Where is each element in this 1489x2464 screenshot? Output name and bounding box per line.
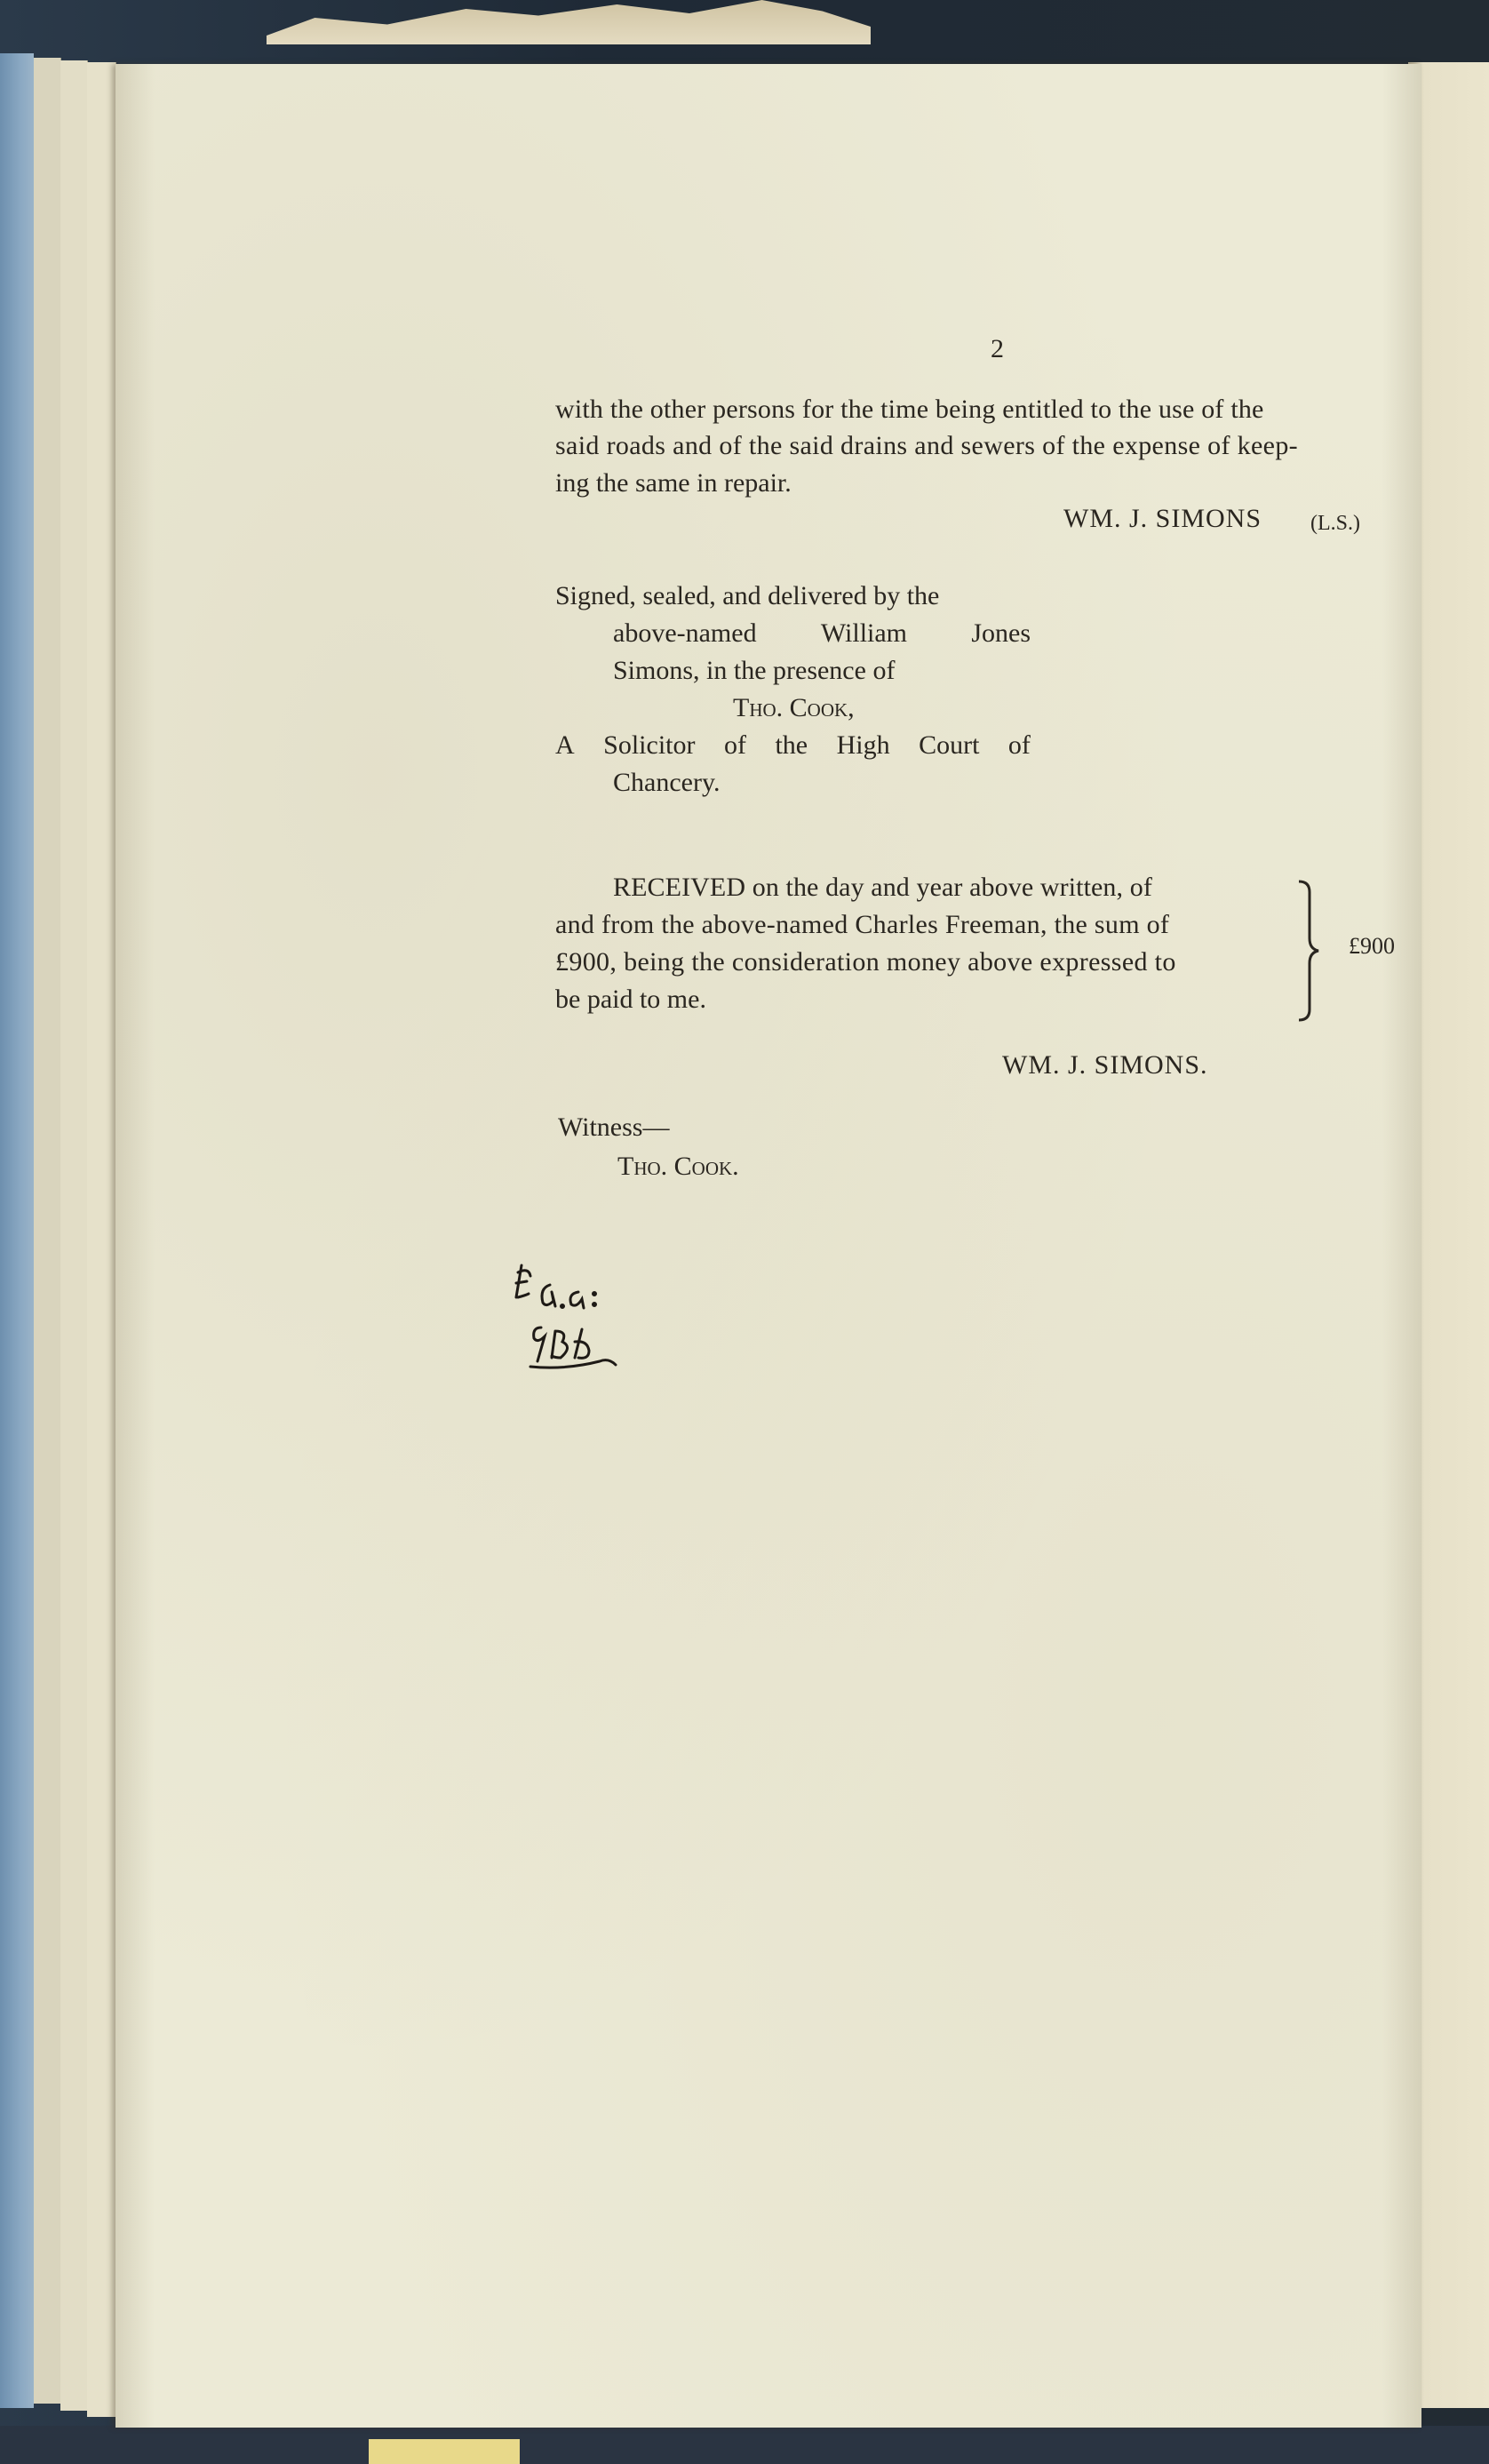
attestation-word: Jones — [971, 618, 1031, 648]
attestation-line: Signed, sealed, and delivered by the — [555, 581, 940, 610]
deed-text-line: with the other persons for the time being entitled to the use of the — [555, 395, 1264, 424]
witness-name: Tho. Cook. — [617, 1152, 739, 1181]
attestation-word: William — [820, 618, 908, 648]
receipt-line: and from the above-named Charles Freeman, the sum of — [555, 910, 1170, 939]
blue-spine — [0, 53, 34, 2408]
attestation-word: Solicitor — [603, 730, 696, 760]
signature-name: WM. J. SIMONS — [1063, 504, 1262, 533]
attestation-word: of — [1007, 730, 1031, 760]
receipt-line: RECEIVED on the day and year above written, of — [613, 873, 1152, 902]
receipt-line: be paid to me. — [555, 985, 706, 1014]
attestation-word: Court — [919, 730, 980, 760]
witness-name: Tho. Cook, — [733, 693, 855, 722]
page-stack-edge — [87, 62, 116, 2417]
attestation-line: Chancery. — [613, 768, 721, 797]
attestation-word: A — [555, 730, 575, 760]
curly-brace — [1297, 880, 1320, 1022]
witness-label: Witness— — [558, 1112, 670, 1142]
deed-text-line: said roads and of the said drains and sewers of the expense of keep- — [555, 431, 1299, 460]
receipt-line: £900, being the consideration money above expressed to — [555, 947, 1176, 977]
bottom-label-tab — [369, 2439, 520, 2464]
attestation-line — [555, 727, 1031, 764]
seal-mark: (L.S.) — [1310, 512, 1360, 535]
attestation-line: Simons, in the presence of — [613, 656, 896, 685]
page-stack-edge — [34, 58, 61, 2404]
attestation-word: the — [775, 730, 808, 760]
bottom-edge — [0, 2426, 1489, 2464]
receipt-signature: WM. J. SIMONS. — [1002, 1050, 1208, 1080]
page-stack-edge — [60, 60, 88, 2411]
page-number: 2 — [991, 334, 1004, 363]
receipt-amount: £900 — [1349, 933, 1395, 959]
attestation-line — [613, 615, 1031, 652]
deed-text-line: ing the same in repair. — [555, 468, 792, 498]
attestation-word: High — [836, 730, 890, 760]
attestation-word: of — [723, 730, 746, 760]
attestation-word: above-named — [613, 618, 757, 648]
handwritten-annotation — [511, 1253, 653, 1386]
